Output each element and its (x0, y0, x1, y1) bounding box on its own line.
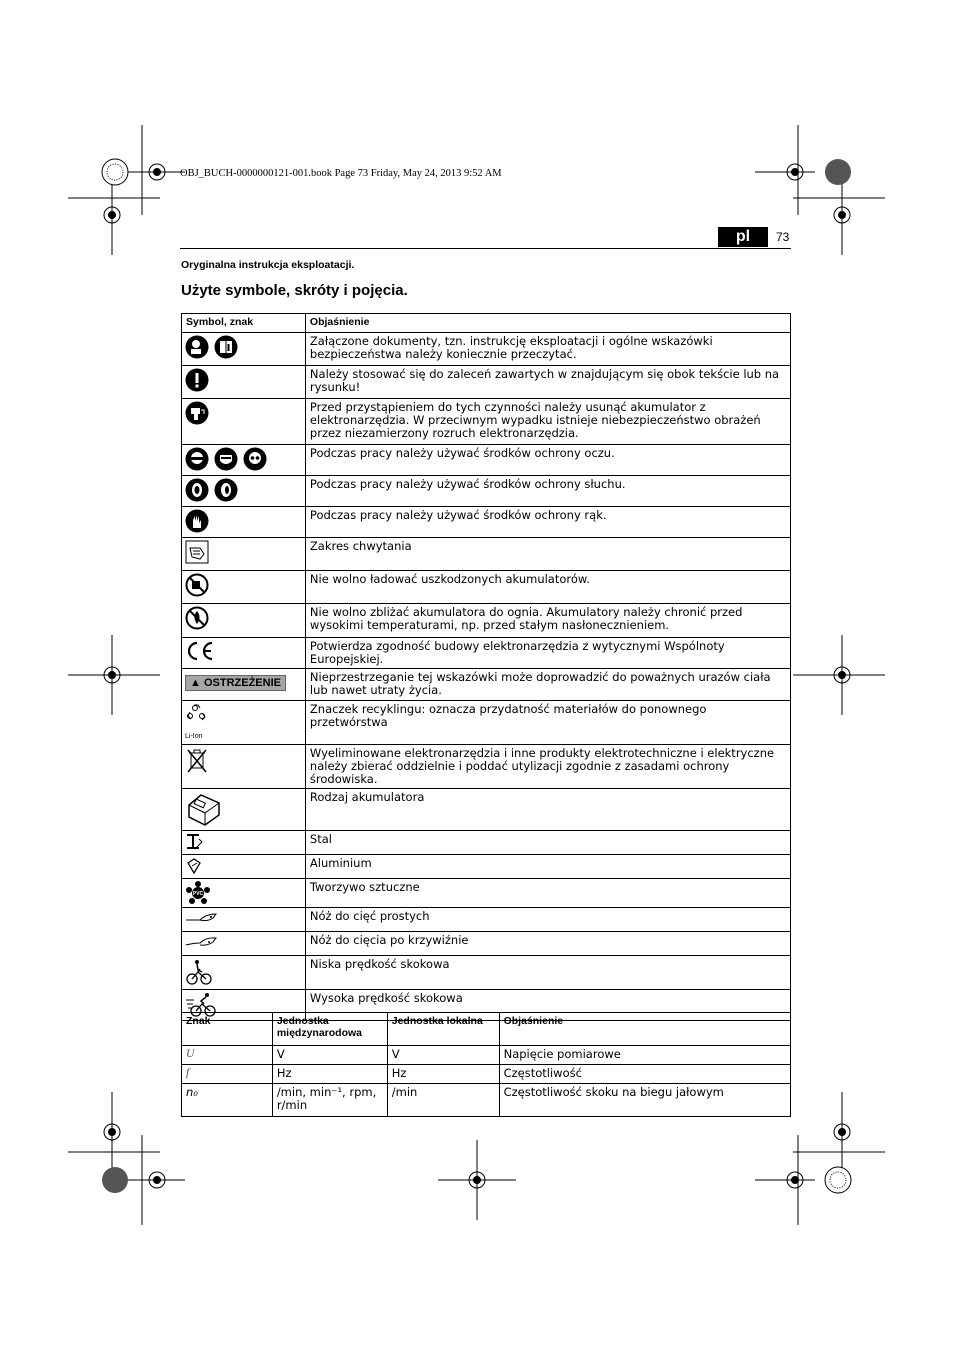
curve-blade-icon (185, 934, 219, 948)
table-row (182, 366, 791, 399)
row-text: Nóż do cięcia po krzywiźnie (305, 932, 790, 956)
symbols-table (181, 313, 791, 1021)
table-row (182, 956, 791, 990)
header-explanation: Objaśnienie (499, 1013, 790, 1046)
explanation-cell: Częstotliwość skoku na biegu jałowym (499, 1084, 790, 1117)
table-row (182, 638, 791, 669)
table-row (182, 855, 791, 879)
row-text: Zakres chwytania (305, 538, 790, 571)
plastic-pvc-icon (185, 881, 211, 905)
table-row (182, 831, 791, 855)
crossed-bin-icon (185, 747, 209, 775)
steel-beam-icon (185, 833, 203, 850)
header-sign: Znak (182, 1013, 273, 1046)
table-row (182, 1084, 791, 1117)
local-unit-cell: /min (387, 1084, 499, 1117)
ce-mark-icon (185, 640, 215, 662)
header-intl-unit: Jednostka międzynarodowa (272, 1013, 387, 1046)
row-text: Nóż do cięć prostych (305, 908, 790, 932)
table-row (182, 571, 791, 604)
row-text: Aluminium (305, 855, 790, 879)
units-table (181, 1012, 791, 1117)
table-row (182, 476, 791, 507)
row-text: Potwierdza zgodność budowy elektronarzędzia z wytycznymi Wspólnoty Europejskiej. (305, 638, 790, 669)
row-text: Wyeliminowane elektronarzędzia i inne produkty elektrotechniczne i elektryczne należy zbierać oddzielnie i poddać utylizacji zgodnie z zasadami ochrony środowiska. (305, 745, 790, 789)
table-row (182, 538, 791, 571)
exclamation-icon (185, 368, 209, 392)
header-rule (180, 248, 791, 249)
local-unit-cell: Hz (387, 1065, 499, 1084)
face-shield-icon (214, 447, 238, 471)
sign-cell: U (182, 1046, 273, 1065)
table-row (182, 604, 791, 638)
section-title: Użyte symbole, skróty i pojęcia. (181, 282, 408, 299)
table-row (182, 445, 791, 476)
goggles-icon (185, 447, 209, 471)
battery-pack-icon (185, 791, 223, 827)
sign-cell: f (182, 1065, 273, 1084)
li-ion-label: Li-Ion (185, 733, 203, 740)
row-text: Nie wolno zbliżać akumulatora do ognia. Akumulatory należy chronić przed wysokimi temperaturami, np. przed stałym nasłonecznieniem. (305, 604, 790, 638)
row-text: Nie wolno ładować uszkodzonych akumulatorów. (305, 571, 790, 604)
row-text: Wysoka prędkość skokowa (305, 990, 790, 1021)
glasses-icon (243, 447, 267, 471)
table-row (182, 1065, 791, 1084)
intl-unit-cell: /min, min⁻¹, rpm, r/min (272, 1084, 387, 1117)
table-row (182, 333, 791, 366)
row-text: Podczas pracy należy używać środków ochrony słuchu. (305, 476, 790, 507)
table-row (182, 399, 791, 445)
table-row (182, 701, 791, 745)
recycle-li-ion-icon (185, 703, 211, 723)
row-text: Tworzywo sztuczne (305, 879, 790, 908)
no-fire-icon (185, 606, 209, 630)
bike-slow-icon (185, 958, 213, 986)
header-explanation: Objaśnienie (305, 314, 790, 333)
row-text: Załączone dokumenty, tzn. instrukcję eksploatacji i ogólne wskazówki bezpieczeństwa należy koniecznie przeczytać. (305, 333, 790, 366)
sign-cell: n₀ (182, 1084, 273, 1117)
table-row (182, 1046, 791, 1065)
table-row (182, 908, 791, 932)
straight-blade-icon (185, 910, 219, 924)
row-text: Rodzaj akumulatora (305, 789, 790, 831)
ear-protection-icon (185, 478, 209, 502)
page-number: 73 (776, 230, 790, 244)
local-unit-cell: V (387, 1046, 499, 1065)
header-local-unit: Jednostka lokalna (387, 1013, 499, 1046)
header-symbol: Symbol, znak (182, 314, 306, 333)
row-text: Należy stosować się do zaleceń zawartych w znajdującym się obok tekście lub na rysunku! (305, 366, 790, 399)
table-row (182, 932, 791, 956)
intl-unit-cell: V (272, 1046, 387, 1065)
aluminium-icon (185, 857, 203, 874)
no-charge-damaged-icon (185, 573, 209, 597)
table-row (182, 669, 791, 701)
row-text: Stal (305, 831, 790, 855)
table-row (182, 507, 791, 538)
table-row (182, 789, 791, 831)
section-subtitle: Oryginalna instrukcja eksploatacji. (181, 259, 355, 271)
table-row (182, 745, 791, 789)
row-text: Znaczek recyklingu: oznacza przydatność materiałów do ponownego przetwórstwa (305, 701, 790, 745)
book-info-icon (214, 335, 238, 359)
warning-badge (185, 675, 286, 691)
file-info-line: OBJ_BUCH-0000000121-001.book Page 73 Friday, May 24, 2013 9:52 AM (180, 168, 502, 179)
intl-unit-cell: Hz (272, 1065, 387, 1084)
row-text: Niska prędkość skokowa (305, 956, 790, 990)
row-text: Podczas pracy należy używać środków ochrony oczu. (305, 445, 790, 476)
explanation-cell: Częstotliwość (499, 1065, 790, 1084)
warning-triangle-icon: ▲ (190, 677, 201, 689)
language-badge: pl (718, 227, 768, 247)
grip-area-icon (185, 540, 209, 564)
row-text: Podczas pracy należy używać środków ochrony rąk. (305, 507, 790, 538)
ear-protection-2-icon (214, 478, 238, 502)
svg-text:PVC: PVC (192, 891, 204, 897)
explanation-cell: Napięcie pomiarowe (499, 1046, 790, 1065)
row-text: Nieprzestrzeganie tej wskazówki może doprowadzić do poważnych urazów ciała lub nawet utraty życia. (305, 669, 790, 701)
table-row (182, 879, 791, 908)
remove-battery-icon (185, 401, 209, 425)
row-text: Przed przystąpieniem do tych czynności należy usunąć akumulator z elektronarzędzia. W przeciwnym wypadku istnieje niebezpieczeństwo obrażeń przez niezamierzony rozruch elektronarzędzia. (305, 399, 790, 445)
warning-badge-label: OSTRZEŻENIE (203, 677, 281, 689)
gloves-icon (185, 509, 209, 533)
manual-person-icon (185, 335, 209, 359)
